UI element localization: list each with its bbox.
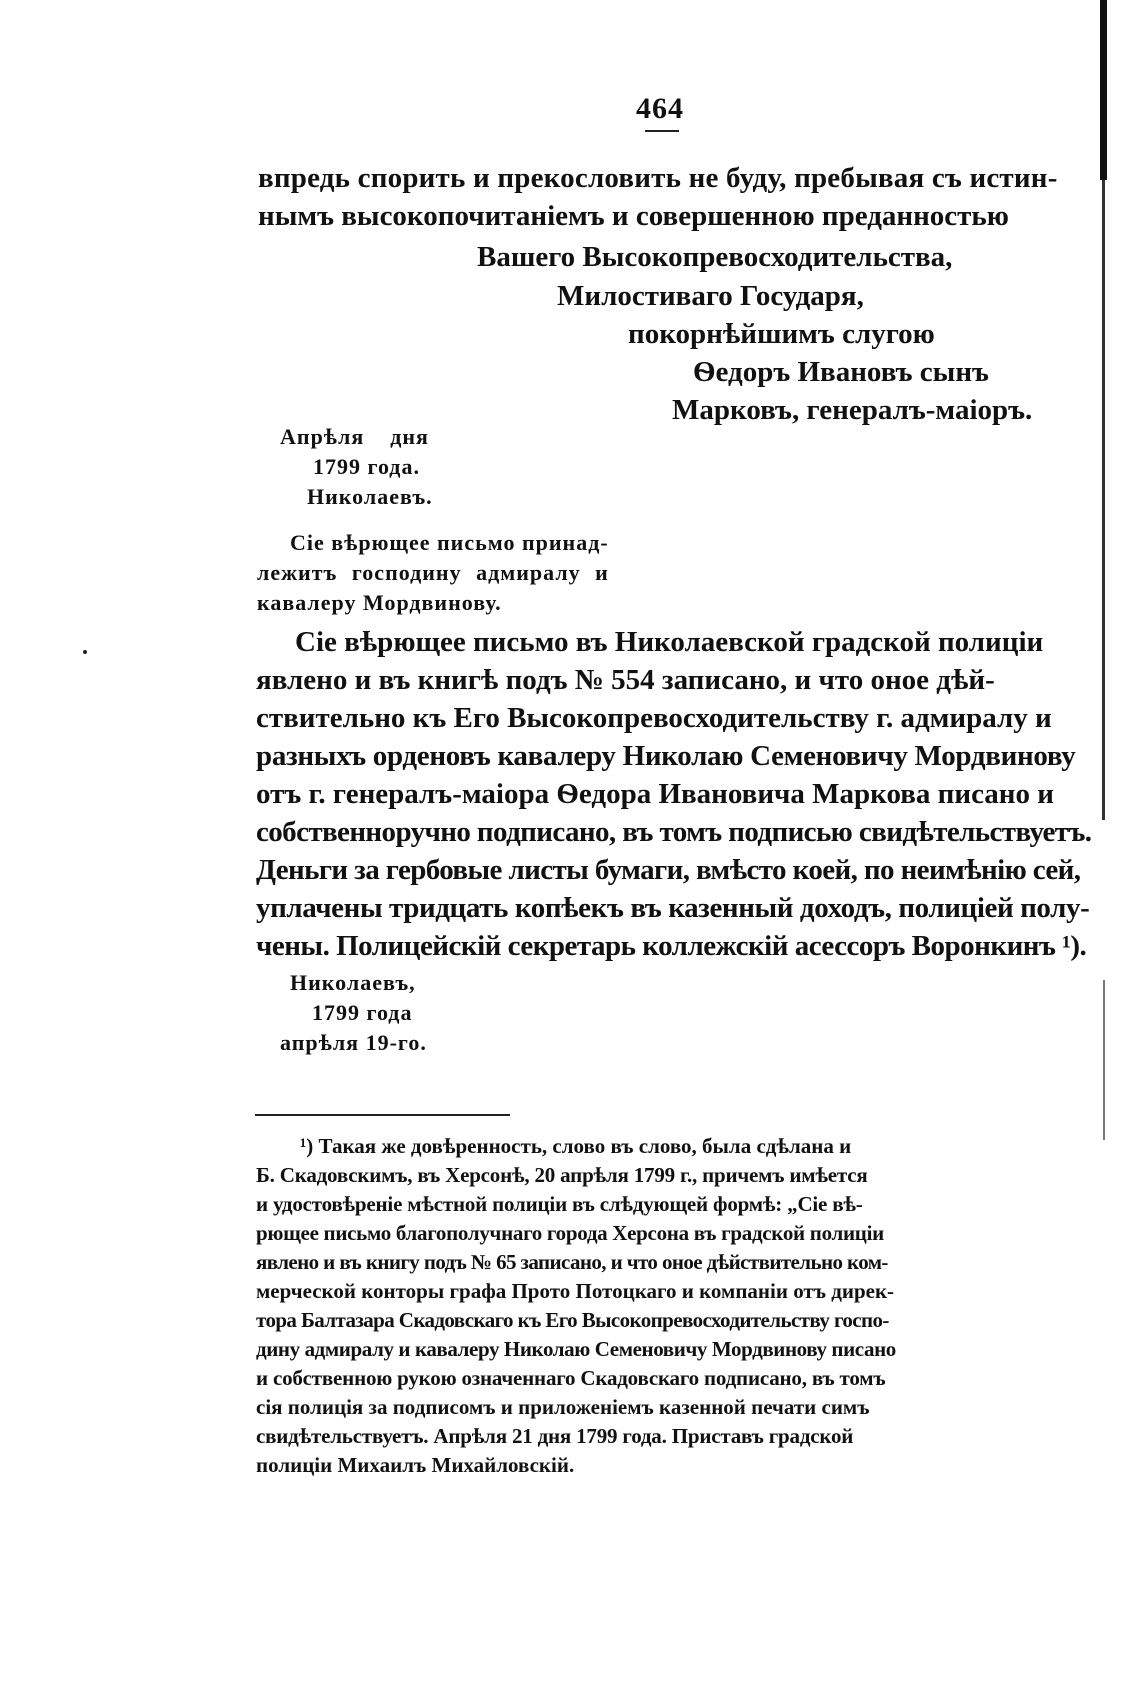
addressee-line: Сіе вѣрющее письмо принад- [290, 530, 609, 555]
signature-line: покорнѣйшимъ слугою [628, 318, 935, 350]
footnote-line: Б. Скадовскимъ, въ Херсонѣ, 20 апрѣля 1799 г., причемъ имѣется [256, 1163, 868, 1187]
certification-line: ствительно къ Его Высокопревосходительству г. адмиралу и [256, 702, 1052, 734]
footnote-line: сія полиція за подписомъ и приложеніемъ казенной печати симъ [256, 1395, 870, 1419]
signature-line: Марковъ, генералъ-маіоръ. [672, 394, 1033, 426]
scan-speck [83, 650, 87, 654]
place-line: Николаевъ, [290, 970, 416, 995]
footnote-line: мерческой конторы графа Прото Потоцкаго и компаніи отъ дирек- [256, 1279, 895, 1303]
letter-line: впредь спорить и прекословить не буду, пребывая съ истин- [258, 162, 1058, 194]
signature-line: Милостиваго Государя, [557, 280, 864, 312]
footnote-line: и собственною рукою означеннаго Скадовскаго подписано, въ томъ [256, 1366, 886, 1390]
certification-line: явлено и въ книгѣ подъ № 554 записано, и что оное дѣй- [256, 664, 995, 696]
place-line: Николаевъ. [307, 484, 433, 509]
date-line: 1799 года [312, 1000, 413, 1025]
page-number-rule [645, 130, 679, 132]
footnote-line: полиціи Михаилъ Михайловскій. [256, 1453, 575, 1477]
certification-line: разныхъ орденовъ кавалеру Николаю Семеновичу Мордвинову [256, 740, 1076, 772]
addressee-line: кавалеру Мордвинову. [257, 590, 502, 615]
page-number: 464 [636, 92, 684, 125]
footnote-line: ¹) Такая же довѣренность, слово въ слово, была сдѣлана и [300, 1134, 852, 1158]
certification-line: собственноручно подписано, въ томъ подписью свидѣтельствуетъ. [256, 816, 1092, 848]
footnote-line: рющее письмо благополучнаго города Херсона въ градской полиціи [256, 1221, 884, 1245]
scan-edge-line [1103, 980, 1105, 1140]
footnote-line: явлено и въ книгу подъ № 65 записано, и что оное дѣйствительно ком- [256, 1250, 888, 1274]
footnote-line: тора Балтазара Скадовскаго къ Его Высокопревосходительству госпо- [256, 1308, 889, 1332]
footnote-line: свидѣтельствуетъ. Апрѣля 21 дня 1799 года. Приставъ градской [256, 1424, 854, 1448]
footnote-rule [255, 1114, 510, 1116]
footnote-line: и удостовѣреніе мѣстной полиціи въ слѣдующей формѣ: „Сіе вѣ- [256, 1192, 863, 1216]
certification-line: отъ г. генералъ-маіора Ѳедора Ивановича Маркова писано и [256, 778, 1054, 810]
date-line: Апрѣля дня [280, 424, 429, 449]
scan-edge-line [1100, 0, 1107, 180]
signature-line: Ѳедоръ Ивановъ сынъ [693, 356, 989, 388]
date-line: 1799 года. [313, 454, 420, 479]
certification-line: чены. Полицейскій секретарь коллежскій асессоръ Воронкинъ ¹). [256, 930, 1087, 962]
date-line: апрѣля 19-го. [280, 1030, 427, 1055]
certification-line: Деньги за гербовые листы бумаги, вмѣсто коей, по неимѣнію сей, [256, 854, 1081, 886]
addressee-line: лежитъ господину адмиралу и [257, 560, 609, 585]
footnote-line: дину адмиралу и кавалеру Николаю Семеновичу Мордвинову писано [256, 1337, 896, 1361]
signature-line: Вашего Высокопревосходительства, [477, 241, 953, 273]
letter-line: нымъ высокопочитаніемъ и совершенною преданностью [258, 200, 1009, 232]
certification-line: Сіе вѣрющее письмо въ Николаевской градской полиціи [295, 626, 1044, 658]
certification-line: уплачены тридцать копѣекъ въ казенный доходъ, полиціей полу- [256, 892, 1090, 924]
scan-edge-line [1102, 180, 1105, 820]
